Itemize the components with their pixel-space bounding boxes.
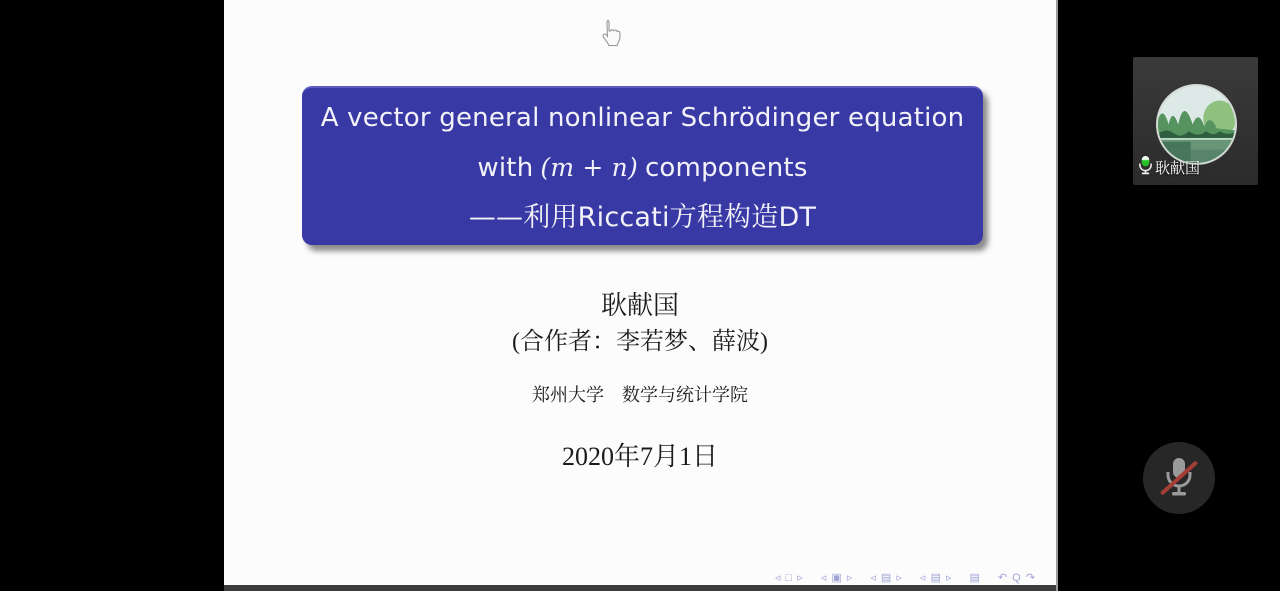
mic-on-icon	[1138, 155, 1153, 180]
title-line2-suffix: components	[644, 152, 808, 183]
affiliation-line: 郑州大学 数学与统计学院	[532, 385, 748, 405]
participant-video-tile[interactable]	[1133, 57, 1258, 185]
microphone-muted-button[interactable]	[1143, 442, 1215, 514]
slide-date: 2020年7月1日	[561, 442, 718, 471]
beamer-navigation-bar	[775, 573, 1036, 584]
title-line2-math: (m + n)	[540, 152, 638, 182]
title-line-1: A vector general nonlinear Schrödinger equation	[320, 102, 965, 133]
title-line-2	[302, 143, 983, 193]
nav-presentation-icons[interactable]: ◃ ▤ ▹	[919, 572, 953, 584]
hand-pointer-cursor	[597, 17, 623, 49]
participant-name-label: 耿献国	[1155, 160, 1201, 177]
title-line2-prefix: with	[477, 152, 534, 183]
nav-subsection-icons[interactable]: ◃ ▣ ▹	[820, 572, 854, 584]
nav-frame-icons[interactable]: ◃ □ ▹	[774, 572, 804, 584]
author-name: 耿献国	[600, 291, 679, 320]
nav-back-find-forward-icons[interactable]: ↶ Q ↷	[997, 572, 1036, 584]
collaborators-line: (合作者：李若梦、薛波)	[512, 329, 768, 355]
slide-footer-bar	[224, 585, 1056, 591]
shared-screen-slide	[224, 0, 1058, 591]
participant-avatar	[1156, 84, 1237, 165]
nav-section-icons[interactable]: ◃ ▤ ▹	[870, 572, 903, 584]
slide-title-box	[302, 86, 983, 245]
title-line-3: ——利用Riccati方程构造DT	[468, 201, 817, 233]
nav-appendix-icon[interactable]: ▤	[969, 572, 981, 584]
